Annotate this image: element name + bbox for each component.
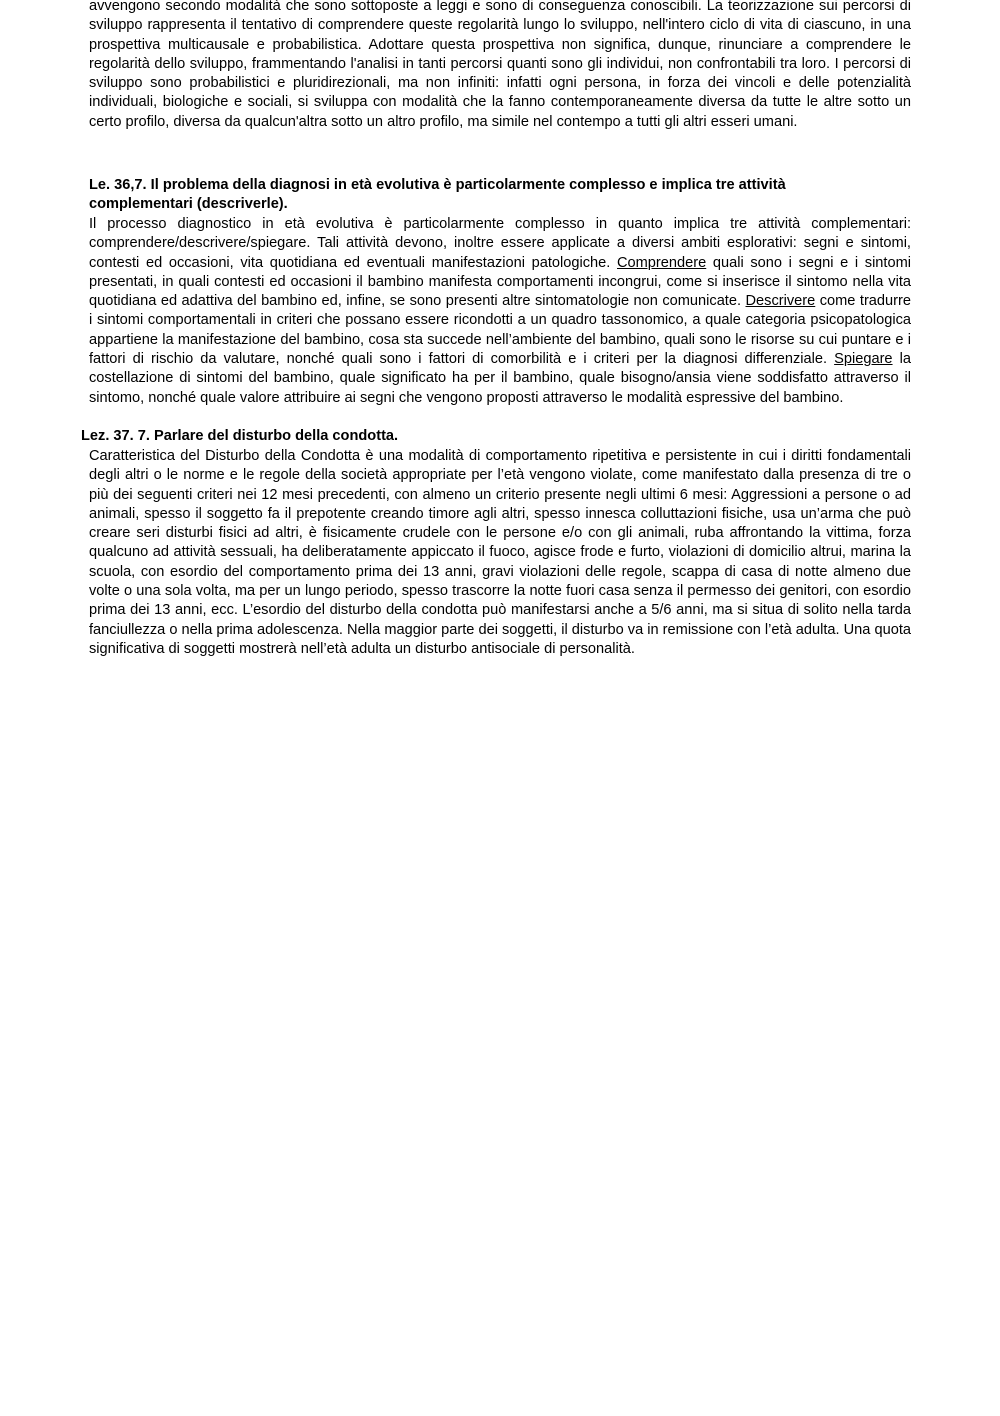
- term-comprendere: Comprendere: [617, 254, 707, 271]
- descrivere-text: come tradurre i sintomi comportamentali in criteri che possano essere ricondotti a un quadro tassonomico, a quale categoria psicopatologica appartiene la manifestazione del bambino, cosa sta succede nell’ambiente del bambino, quali sono le risorse su cui puntare e i fattori di rischio da valutare, nonché quali sono i fattori di comorbilità e i criteri per la diagnosi differenziale.: [89, 293, 911, 368]
- heading-lesson-37: Lez. 37. 7. Parlare del disturbo della condotta.: [81, 428, 399, 444]
- spiegare-text: la costellazione di sintomi del bambino, quale significato ha per il bambino, quale bisogno/ansia viene soddisfatto attraverso il sintomo, nonché quale valore attribuire ai segni che vengono proposti attraverso le modalità espressive del bambino.: [89, 351, 911, 406]
- paragraph-development-pathways: avvengono secondo modalità che sono sottoposte a leggi e sono di conseguenza conoscibili. La teorizzazione sui percorsi di sviluppo rappresenta il tentativo di comprendere queste regolarità lungo lo sviluppo, nell'intero ciclo di vita di ciascuno, in una prospettiva multicausale e probabilistica. Adottare questa prospettiva non significa, dunque, rinunciare a comprendere le regolarità dello sviluppo, frammentando l'analisi in tanti percorsi quanti sono gli individui, non confrontabili tra loro. I percorsi di sviluppo sono probabilistici e pluridirezionali, ma non infiniti: infatti ogni persona, in forza dei vincoli e delle potenzialità individuali, biologiche e sociali, si sviluppa con modalità che la fanno contemporaneamente diversa da tutte le altre sotto un certo profilo, diversa da qualcun'altra sotto un altro profilo, ma simile nel contempo a tutti gli altri esseri umani.: [89, 0, 911, 130]
- diagnosis-intro-text: Il processo diagnostico in età evolutiva è particolarmente complesso in quanto implica tre attività complementari: comprendere/descrivere/spiegare. Tali attività devono, inoltre essere applicate a diversi ambiti esplorativi: segni e sintomi, contesti ed occasioni, vita quotidiana ed eventuali manifestazioni patologiche.: [89, 216, 911, 271]
- paragraph-conduct-disorder: Caratteristica del Disturbo della Condotta è una modalità di comportamento ripetitiva e persistente in cui i diritti fondamentali degli altri o le norme e le regole della società appropriate per l’età vengono violate, come manifestato dalla presenza di tre o più dei seguenti criteri nei 12 mesi precedenti, con almeno un criterio presente negli ultimi 6 mesi: Aggressioni a persone o ad animali, spesso il soggetto fa il prepotente creando timore agli altri, spesso innesca colluttazioni fisiche, usa un’arma che può creare seri disturbi fisici ad altri, è fisicamente crudele con le persone e/o con gli animali, ruba affrontando la vittima, forza qualcuno ad attività sessuali, ha deliberatamente appiccato il fuoco, agisce frode e furto, violazioni di domicilio altrui, marina la scuola, con esordio del comportamento prima dei 13 anni, gravi violazioni delle regole, scappa di casa di notte almeno due volte o una sola volta, ma per un lungo periodo, spesso trascorre la notte fuori casa senza il permesso dei genitori, con esordio prima dei 13 anni, ecc. L’esordio del disturbo della condotta può manifestarsi anche a 5/6 anni, ma si situa di solito nella tarda fanciullezza o nella prima adolescenza. Nella maggior parte dei soggetti, il disturbo va in remissione con l’età adulta. Una quota significativa di soggetti mostrerà nell’età adulta un disturbo antisociale di personalità.: [89, 448, 911, 657]
- term-spiegare: Spiegare: [834, 351, 893, 368]
- heading-lesson-36: Le. 36,7. Il problema della diagnosi in età evolutiva è particolarmente complesso e implica tre attività complementari (descriverle).: [89, 177, 786, 213]
- term-descrivere: Descrivere: [745, 293, 816, 310]
- paragraph-diagnostic-process: [89, 215, 911, 408]
- comprendere-text: quali sono i segni e i sintomi presentati, in quali contesti ed occasioni il bambino manifesta comportamenti incongrui, come si inserisce il sintomo nella vita quotidiana ed adattiva del bambino ed, infine, se sono presenti altre sintomatologie non comunicate.: [89, 254, 911, 310]
